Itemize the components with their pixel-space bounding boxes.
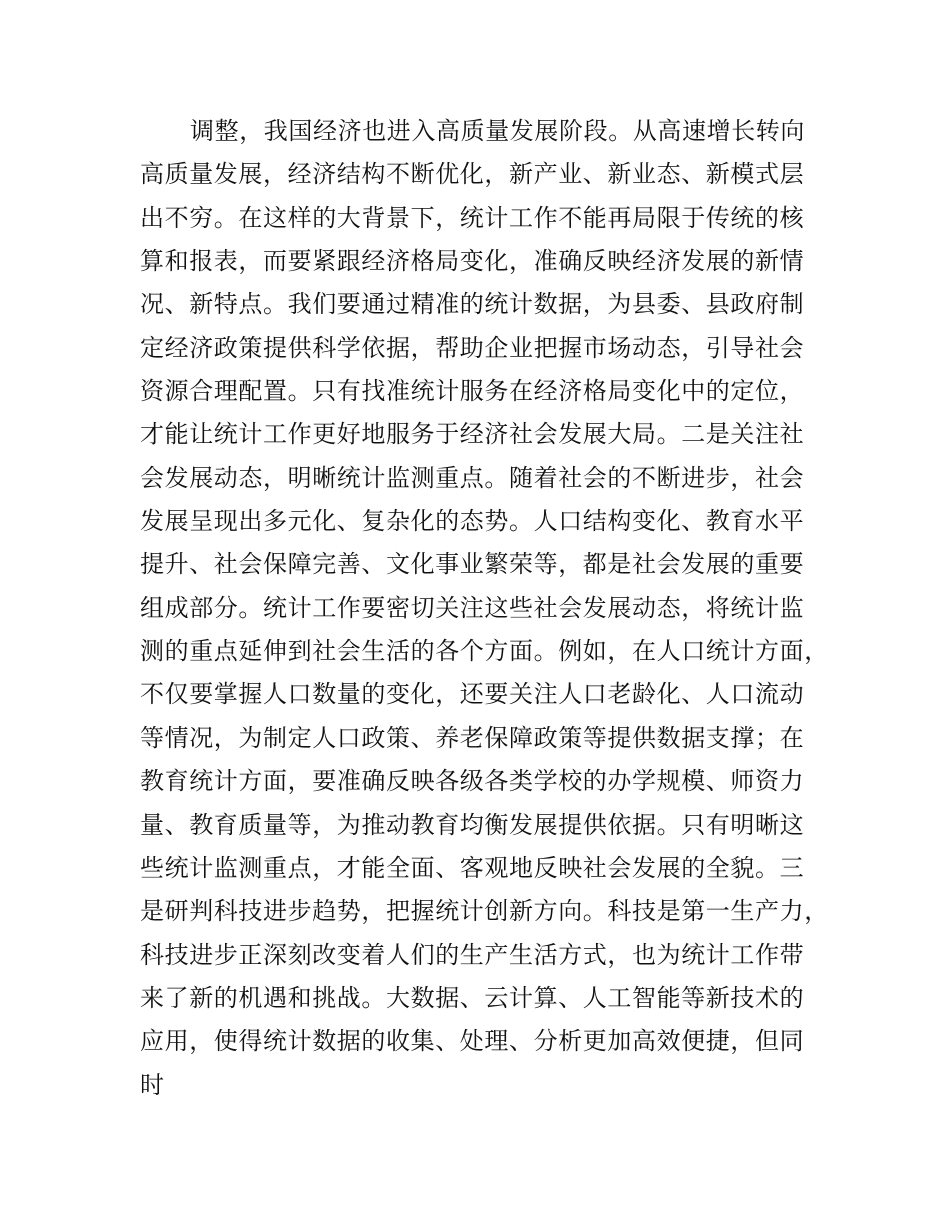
text-line: 不仅要掌握人口数量的变化，还要关注人口老龄化、人口流动 — [140, 680, 805, 709]
text-line: 定经济政策提供科学依据，帮助企业把握市场动态，引导社会 — [140, 333, 805, 362]
text-line: 量、教育质量等，为推动教育均衡发展提供依据。只有明晰这 — [140, 810, 805, 839]
text-line: 测的重点延伸到社会生活的各个方面。例如，在人口统计方面， — [140, 637, 829, 666]
body-text — [140, 110, 840, 1107]
text-line: 来了新的机遇和挑战。大数据、云计算、人工智能等新技术的 — [140, 983, 805, 1012]
text-line: 才能让统计工作更好地服务于经济社会发展大局。二是关注社 — [140, 420, 805, 449]
text-line: 是研判科技进步趋势，把握统计创新方向。科技是第一生产力， — [140, 897, 829, 926]
text-line: 况、新特点。我们要通过精准的统计数据，为县委、县政府制 — [140, 290, 805, 319]
text-line: 时 — [140, 1070, 165, 1099]
text-line: 算和报表，而要紧跟经济格局变化，准确反映经济发展的新情 — [140, 247, 805, 276]
text-line: 发展呈现出多元化、复杂化的态势。人口结构变化、教育水平 — [140, 507, 805, 536]
text-line: 等情况，为制定人口政策、养老保障政策等提供数据支撑；在 — [140, 723, 805, 752]
text-line: 调整，我国经济也进入高质量发展阶段。从高速增长转向 — [190, 117, 805, 145]
text-line: 会发展动态，明晰统计监测重点。随着社会的不断进步，社会 — [140, 463, 805, 492]
text-line: 应用，使得统计数据的收集、处理、分析更加高效便捷，但同 — [140, 1027, 805, 1056]
text-line: 些统计监测重点，才能全面、客观地反映社会发展的全貌。三 — [140, 853, 805, 882]
text-line: 提升、社会保障完善、文化事业繁荣等，都是社会发展的重要 — [140, 550, 805, 579]
text-line: 组成部分。统计工作要密切关注这些社会发展动态，将统计监 — [140, 593, 805, 622]
text-line: 资源合理配置。只有找准统计服务在经济格局变化中的定位， — [140, 377, 805, 406]
text-line: 教育统计方面，要准确反映各级各类学校的办学规模、师资力 — [140, 767, 805, 796]
text-line: 高质量发展，经济结构不断优化，新产业、新业态、新模式层 — [140, 160, 805, 189]
text-line: 出不穷。在这样的大背景下，统计工作不能再局限于传统的核 — [140, 203, 805, 232]
text-line: 科技进步正深刻改变着人们的生产生活方式，也为统计工作带 — [140, 940, 805, 969]
